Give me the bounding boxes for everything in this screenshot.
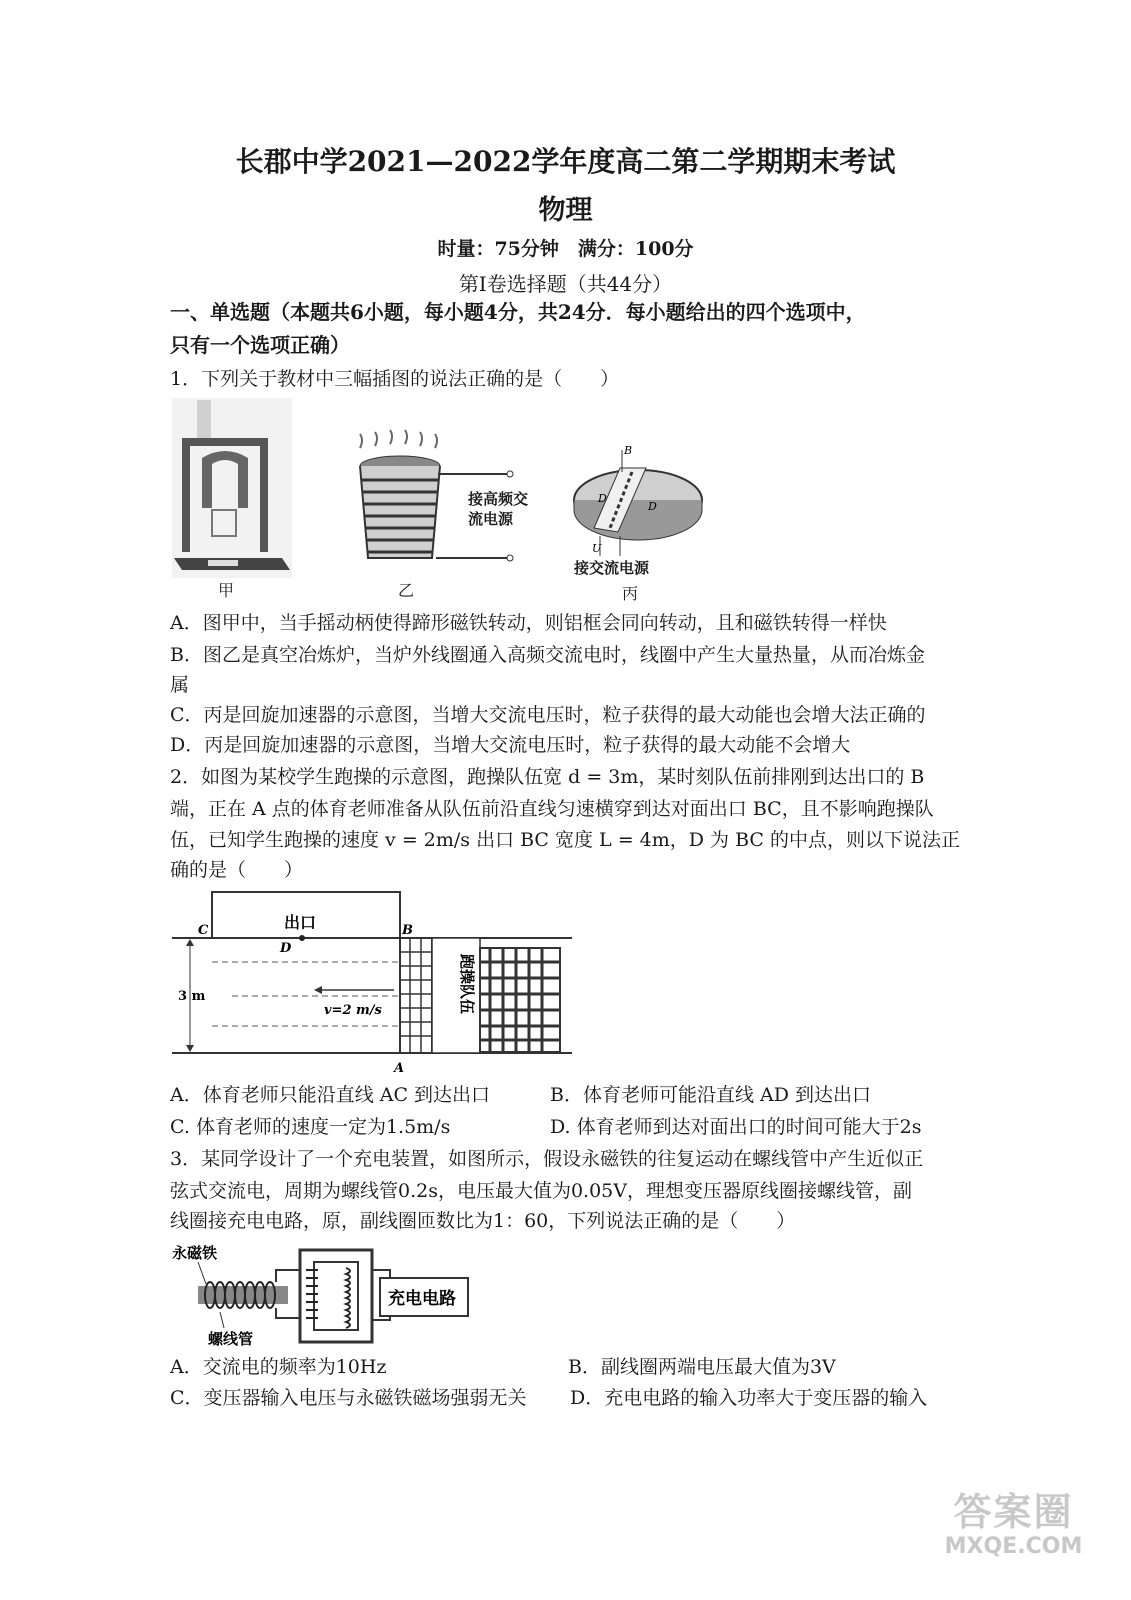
q3-fig-magnet-label: 永磁铁	[172, 1244, 218, 1262]
section-title: 第Ⅰ卷选择题（共44分）	[458, 272, 673, 296]
q2-fig-exit-label: 出口	[284, 913, 317, 932]
q1-fig-bing-text: 接交流电源	[574, 559, 650, 577]
watermark-logo-text: 答案圈	[953, 1490, 1074, 1534]
q1-fig-yi-text1: 接高频交	[468, 490, 529, 508]
q2-fig-point-a: A	[394, 1061, 405, 1076]
q3-stem-line1: 3．某同学设计了一个充电装置，如图所示，假设永磁铁的往复运动在螺线管中产生近似正	[170, 1148, 924, 1170]
q2-option-d: D. 体育老师到达对面出口的时间可能大于2s	[550, 1116, 922, 1138]
q3-fig-solenoid-label: 螺线管	[208, 1330, 254, 1348]
q3-option-a: A．交流电的频率为10Hz	[170, 1356, 387, 1378]
q2-fig-width-label: 3 m	[178, 989, 206, 1004]
exam-title: 长郡中学2021—2022学年度高二第二学期期末考试	[235, 145, 896, 178]
q3-option-d: D．充电电路的输入功率大于变压器的输入	[570, 1387, 928, 1409]
watermark	[931, 1490, 1096, 1570]
q1-fig-yi-text2: 流电源	[468, 510, 514, 528]
q3-option-b: B．副线圈两端电压最大值为3V	[568, 1356, 836, 1378]
q1-fig-label-bing: 丙	[622, 584, 639, 603]
q1-figure-bing	[570, 440, 710, 560]
q1-figure-jia	[172, 398, 292, 578]
q2-stem-line4: 确的是（ ）	[170, 859, 304, 881]
q3-option-c: C．变压器输入电压与永磁铁磁场强弱无关	[170, 1387, 527, 1409]
q2-option-c: C. 体育老师的速度一定为1.5m/s	[170, 1116, 451, 1138]
q1-fig-label-yi: 乙	[398, 581, 415, 600]
q2-fig-team-label: 跑操队伍	[458, 954, 476, 1015]
q3-figure	[168, 1240, 478, 1352]
q1-stem: 1．下列关于教材中三幅插图的说法正确的是（ ）	[170, 368, 620, 390]
q2-option-a: A．体育老师只能沿直线 AC 到达出口	[170, 1084, 491, 1106]
q2-stem-line2: 端，正在 A 点的体育老师准备从队伍前沿直线匀速横穿到达对面出口 BC，且不影响跑操队	[170, 798, 934, 820]
q3-stem-line3: 线圈接充电电路，原，副线圈匝数比为1：60，下列说法正确的是（ ）	[170, 1210, 796, 1232]
part1-heading-line1: 一、单选题（本题共6小题，每小题4分，共24分．每小题给出的四个选项中，	[170, 300, 866, 324]
q2-fig-point-c: C	[198, 923, 209, 938]
exam-meta: 时量：75分钟 满分：100分	[437, 238, 694, 260]
q1-fig-bing-letter-u: U	[592, 542, 602, 555]
q1-fig-bing-letter-d2: D	[648, 500, 657, 513]
q1-option-c: C．丙是回旋加速器的示意图，当增大交流电压时，粒子获得的最大动能也会增大法正确的	[170, 704, 926, 726]
q3-stem-line2: 弦式交流电，周期为螺线管0.2s，电压最大值为0.05V，理想变压器原线圈接螺线管，副	[170, 1180, 912, 1202]
q2-option-b: B．体育老师可能沿直线 AD 到达出口	[550, 1084, 871, 1106]
q1-option-b: B．图乙是真空冶炼炉，当炉外线圈通入高频交流电时，线圈中产生大量热量，从而冶炼金	[170, 644, 925, 666]
q3-fig-circuit-label: 充电电路	[388, 1289, 456, 1309]
q2-stem-line1: 2．如图为某校学生跑操的示意图，跑操队伍宽 d = 3m，某时刻队伍前排刚到达出口的 B	[170, 766, 925, 788]
q1-fig-bing-letter-d1: D	[598, 492, 607, 505]
q2-fig-speed-label: v=2 m/s	[324, 1003, 382, 1018]
q2-stem-line3: 伍，已知学生跑操的速度 v = 2m/s 出口 BC 宽度 L = 4m，D 为 BC 的中点，则以下说法正	[170, 829, 960, 851]
subject-title: 物理	[538, 195, 593, 226]
q2-fig-point-b: B	[402, 923, 413, 938]
q1-fig-label-jia: 甲	[218, 581, 235, 600]
q1-option-b-cont: 属	[170, 674, 190, 696]
watermark-url: MXQE.COM	[944, 1534, 1083, 1559]
part1-heading-line2: 只有一个选项正确）	[170, 333, 350, 357]
q1-fig-bing-letter-b: B	[624, 444, 633, 457]
q2-fig-point-d: D	[280, 941, 292, 956]
q2-figure	[172, 890, 572, 1076]
q1-option-a: A．图甲中，当手摇动柄使得蹄形磁铁转动，则铝框会同向转动，且和磁铁转得一样快	[170, 612, 887, 634]
q1-option-d: D．丙是回旋加速器的示意图，当增大交流电压时，粒子获得的最大动能不会增大	[170, 734, 851, 756]
